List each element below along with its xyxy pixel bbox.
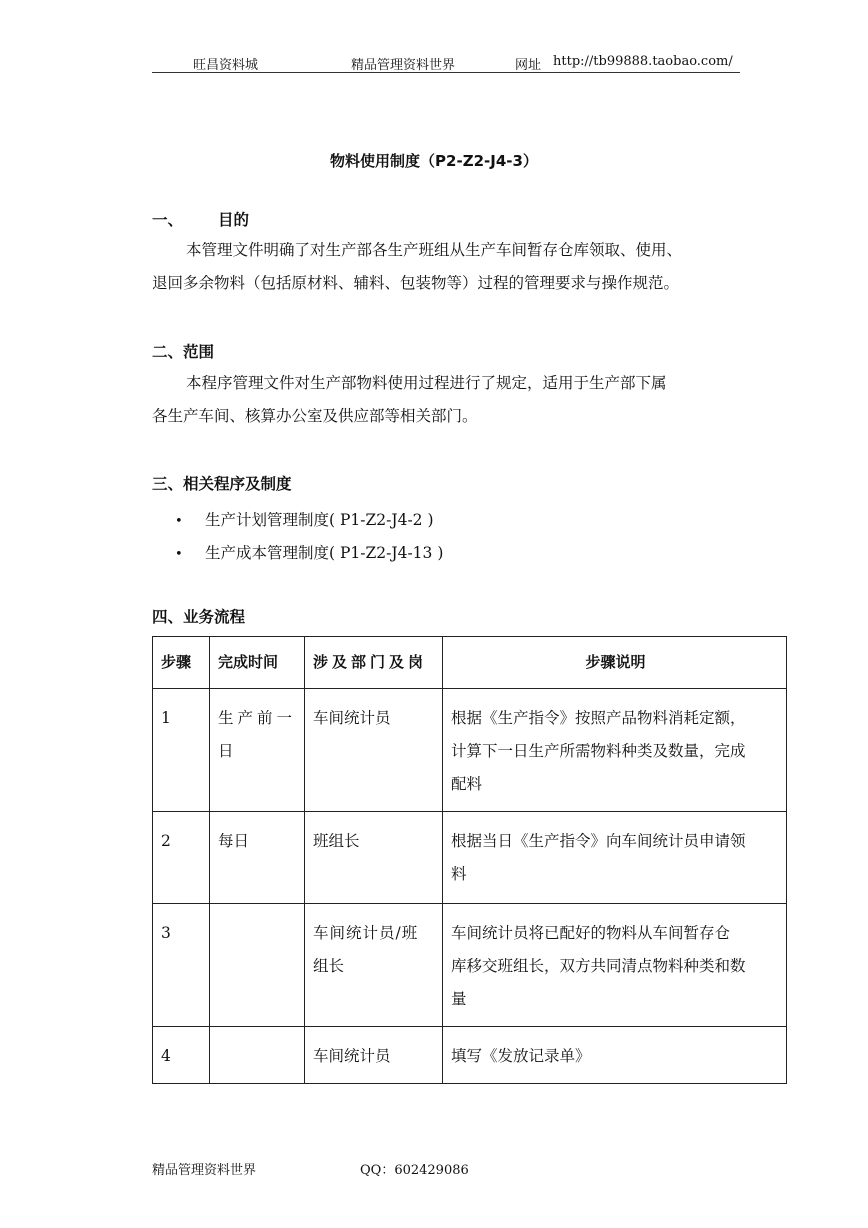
- paragraph-line: 本管理文件明确了对生产部各生产班组从生产车间暂存仓库领取、使用、: [186, 241, 683, 259]
- header-url-label: 网址: [515, 58, 542, 73]
- cell-time: [210, 904, 305, 1027]
- footer-left: 精品管理资料世界: [152, 1163, 257, 1178]
- paragraph-line: 退回多余物料（包括原材料、辅料、包装物等）过程的管理要求与操作规范。: [152, 274, 680, 292]
- cell-time: [210, 1027, 305, 1084]
- cell-dept: 车间统计员/班 组长: [305, 904, 443, 1027]
- section-1-paragraph: [152, 234, 752, 300]
- table-row: [153, 1027, 787, 1084]
- paragraph-line: 各生产车间、核算办公室及供应部等相关部门。: [152, 407, 478, 425]
- section-2-heading: 二、范围: [152, 343, 215, 361]
- bullet-text: 生产计划管理制度( P1-Z2-J4-2 ): [205, 511, 434, 529]
- section-1-title: 目的: [218, 211, 250, 229]
- cell-dept: 班组长: [305, 812, 443, 904]
- process-table: [152, 636, 787, 1084]
- cell-step: 2: [153, 812, 210, 904]
- cell-desc: 填写《发放记录单》: [443, 1027, 787, 1084]
- header-left: 旺昌资料城: [193, 58, 259, 73]
- paragraph-line: 本程序管理文件对生产部物料使用过程进行了规定，适用于生产部下属: [186, 374, 667, 392]
- document-title: 物料使用制度（P2-Z2-J4-3）: [330, 152, 538, 170]
- bullet-item: [175, 541, 443, 563]
- bullet-text: 生产成本管理制度( P1-Z2-J4-13 ): [205, 544, 444, 562]
- footer-qq: QQ：602429086: [360, 1163, 469, 1178]
- header-desc: 步骤说明: [443, 637, 787, 689]
- table-row: [153, 812, 787, 904]
- header-divider: [152, 72, 740, 73]
- cell-time: 生产前一 日: [210, 689, 305, 812]
- header-time: 完成时间: [210, 637, 305, 689]
- bullet-icon: •: [175, 514, 183, 529]
- section-4-heading: 四、业务流程: [152, 608, 246, 626]
- bullet-icon: •: [175, 547, 183, 562]
- section-3-heading: 三、相关程序及制度: [152, 475, 292, 493]
- section-1-number: 一、: [152, 211, 184, 229]
- table-row: [153, 689, 787, 812]
- cell-desc: 根据当日《生产指令》向车间统计员申请领 料: [443, 812, 787, 904]
- header-dept: 涉及部门及岗: [305, 637, 443, 689]
- bullet-item: [175, 508, 434, 530]
- cell-step: 3: [153, 904, 210, 1027]
- cell-step: 4: [153, 1027, 210, 1084]
- header-middle: 精品管理资料世界: [351, 58, 456, 73]
- cell-desc: 车间统计员将已配好的物料从车间暂存仓 库移交班组长，双方共同清点物料种类和数 量: [443, 904, 787, 1027]
- table-row: [153, 904, 787, 1027]
- cell-desc: 根据《生产指令》按照产品物料消耗定额， 计算下一日生产所需物料种类及数量，完成 配料: [443, 689, 787, 812]
- cell-time: 每日: [210, 812, 305, 904]
- cell-step: 1: [153, 689, 210, 812]
- section-1-heading: [152, 208, 249, 230]
- section-2-paragraph: [152, 367, 752, 433]
- header-step: 步骤: [153, 637, 210, 689]
- cell-dept: 车间统计员: [305, 689, 443, 812]
- header-url[interactable]: http://tb99888.taobao.com/: [553, 54, 733, 69]
- cell-dept: 车间统计员: [305, 1027, 443, 1084]
- table-header-row: [153, 637, 787, 689]
